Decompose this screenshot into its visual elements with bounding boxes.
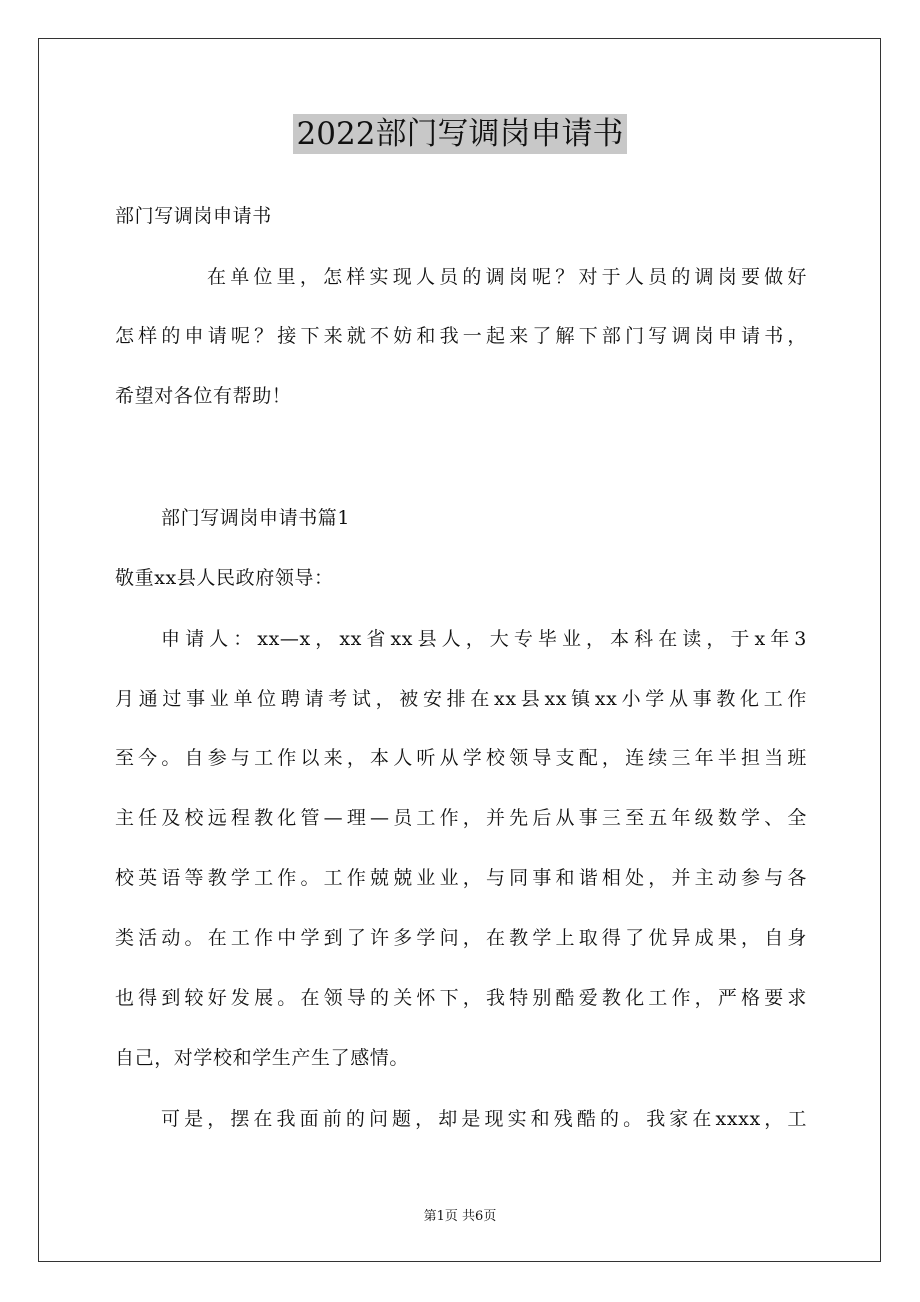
body-line-9: 可是，摆在我面前的问题，却是现实和残酷的。我家在xxxx，工 <box>161 1108 807 1130</box>
document-title <box>0 114 920 154</box>
page-number-footer: 第1页 共6页 <box>423 1209 497 1224</box>
section-heading: 部门写调岗申请书篇1 <box>161 507 351 529</box>
intro-line-2: 怎样的申请呢？接下来就不妨和我一起来了解下部门写调岗申请书， <box>115 325 807 347</box>
body-line-5: 校英语等教学工作。工作兢兢业业，与同事和谐相处，并主动参与各 <box>115 867 807 889</box>
body-line-4: 主任及校远程教化管—理—员工作，并先后从事三至五年级数学、全 <box>115 807 807 829</box>
intro-line-3: 希望对各位有帮助！ <box>115 385 292 407</box>
document-title-text: 2022部门写调岗申请书 <box>293 114 628 154</box>
intro-line-1: 在单位里，怎样实现人员的调岗呢？对于人员的调岗要做好 <box>207 266 807 288</box>
body-line-3: 至今。自参与工作以来，本人听从学校领导支配，连续三年半担当班 <box>115 747 807 769</box>
body-line-1: 申请人：xx—x，xx省xx县人，大专毕业，本科在读，于x年3 <box>161 628 807 650</box>
document-subtitle: 部门写调岗申请书 <box>115 205 272 227</box>
body-line-2: 月通过事业单位聘请考试，被安排在xx县xx镇xx小学从事教化工作 <box>115 688 807 710</box>
salutation: 敬重xx县人民政府领导： <box>115 567 334 589</box>
body-line-7: 也得到较好发展。在领导的关怀下，我特别酷爱教化工作，严格要求 <box>115 987 807 1009</box>
body-line-6: 类活动。在工作中学到了许多学问，在教学上取得了优异成果，自身 <box>115 927 807 949</box>
body-line-8: 自己，对学校和学生产生了感情。 <box>115 1047 410 1069</box>
